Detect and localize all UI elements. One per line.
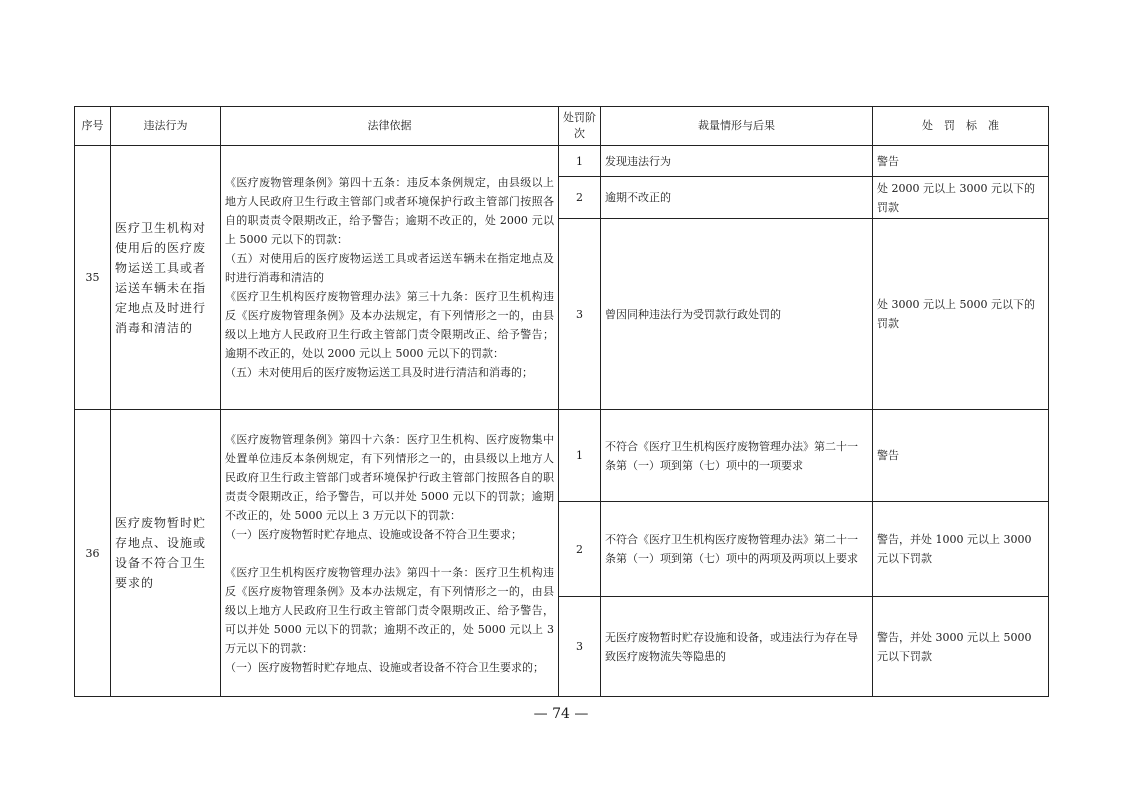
tier-number: 2 — [559, 502, 601, 597]
basis-paragraph: （一）医疗废物暂时贮存地点、设施或者设备不符合卫生要求的； — [225, 660, 544, 674]
basis-paragraph: （一）医疗废物暂时贮存地点、设施或设备不符合卫生要求； — [225, 527, 522, 541]
tier-standard: 警告 — [873, 410, 1049, 502]
tier-circumstance: 不符合《医疗卫生机构医疗废物管理办法》第二十一条第（一）项到第（七）项中的一项要求 — [601, 410, 873, 502]
basis-paragraph: （五）未对使用后的医疗废物运送工具及时进行清洁和消毒的； — [225, 366, 533, 379]
penalty-table — [74, 106, 1049, 697]
tier-standard: 警告 — [873, 146, 1049, 177]
row-basis — [221, 410, 559, 697]
row-act: 医疗废物暂时贮存地点、设施或设备不符合卫生要求的 — [111, 410, 221, 697]
tier-circumstance: 无医疗废物暂时贮存设施和设备，或违法行为存在导致医疗废物流失等隐患的 — [601, 597, 873, 697]
tier-number: 2 — [559, 177, 601, 219]
tier-number: 3 — [559, 219, 601, 410]
tier-number: 1 — [559, 410, 601, 502]
table-row — [75, 410, 1049, 502]
tier-number: 1 — [559, 146, 601, 177]
basis-paragraph: 《医疗废物管理条例》第四十六条：医疗卫生机构、医疗废物集中处置单位违反本条例规定，有下列情形之一的，由县级以上地方人民政府卫生行政主管部门或者环境保护行政主管部门按照各自的职责责令限期改正，给予警告，可以并处 5000 元以下的罚款；逾期不改正的，处 5000 元以上 3 万元以下的罚款： — [225, 432, 554, 522]
row-basis — [221, 146, 559, 410]
table-row — [75, 146, 1049, 177]
header-tier: 处罚阶次 — [559, 107, 601, 146]
tier-standard: 警告，并处 1000 元以上 3000 元以下罚款 — [873, 502, 1049, 597]
tier-circumstance: 逾期不改正的 — [601, 177, 873, 219]
row-seq: 36 — [75, 410, 111, 697]
basis-paragraph: 《医疗卫生机构医疗废物管理办法》第四十一条：医疗卫生机构违反《医疗废物管理条例》及本办法规定，有下列情形之一的，由县级以上地方人民政府卫生行政主管部门责令限期改正、给予警告，可以并处 5000 元以下的罚款；逾期不改正的，处 5000 元以上 3 万元以下的罚款： — [225, 565, 554, 655]
row-act: 医疗卫生机构对使用后的医疗废物运送工具或者运送车辆未在指定地点及时进行消毒和清洁的 — [111, 146, 221, 410]
header-row — [75, 107, 1049, 146]
tier-standard: 警告，并处 3000 元以上 5000 元以下罚款 — [873, 597, 1049, 697]
tier-circumstance: 不符合《医疗卫生机构医疗废物管理办法》第二十一条第（一）项到第（七）项中的两项及两项以上要求 — [601, 502, 873, 597]
tier-circumstance: 发现违法行为 — [601, 146, 873, 177]
basis-paragraph: 《医疗卫生机构医疗废物管理办法》第三十九条：医疗卫生机构违反《医疗废物管理条例》及本办法规定，有下列情形之一的，由县级以上地方人民政府卫生行政主管部门责令限期改正、给予警告；逾期不改正的，处以 2000 元以上 5000 元以下的罚款： — [225, 290, 554, 360]
header-circumstance: 裁量情形与后果 — [601, 107, 873, 146]
header-standard: 处 罚 标 准 — [873, 107, 1049, 146]
page-number: — 74 — — [533, 706, 589, 722]
tier-circumstance: 曾因同种违法行为受罚款行政处罚的 — [601, 219, 873, 410]
tier-standard: 处 3000 元以上 5000 元以下的罚款 — [873, 219, 1049, 410]
header-act: 违法行为 — [111, 107, 221, 146]
row-seq: 35 — [75, 146, 111, 410]
tier-standard: 处 2000 元以上 3000 元以下的罚款 — [873, 177, 1049, 219]
header-basis: 法律依据 — [221, 107, 559, 146]
tier-number: 3 — [559, 597, 601, 697]
basis-paragraph: 《医疗废物管理条例》第四十五条：违反本条例规定，由县级以上地方人民政府卫生行政主管部门或者环境保护行政主管部门按照各自的职责责令限期改正，给予警告；逾期不改正的，处 2000 元以上 5000 元以下的罚款： — [225, 176, 554, 246]
basis-paragraph: （五）对使用后的医疗废物运送工具或者运送车辆未在指定地点及时进行消毒和清洁的 — [225, 252, 554, 284]
header-seq: 序号 — [75, 107, 111, 146]
